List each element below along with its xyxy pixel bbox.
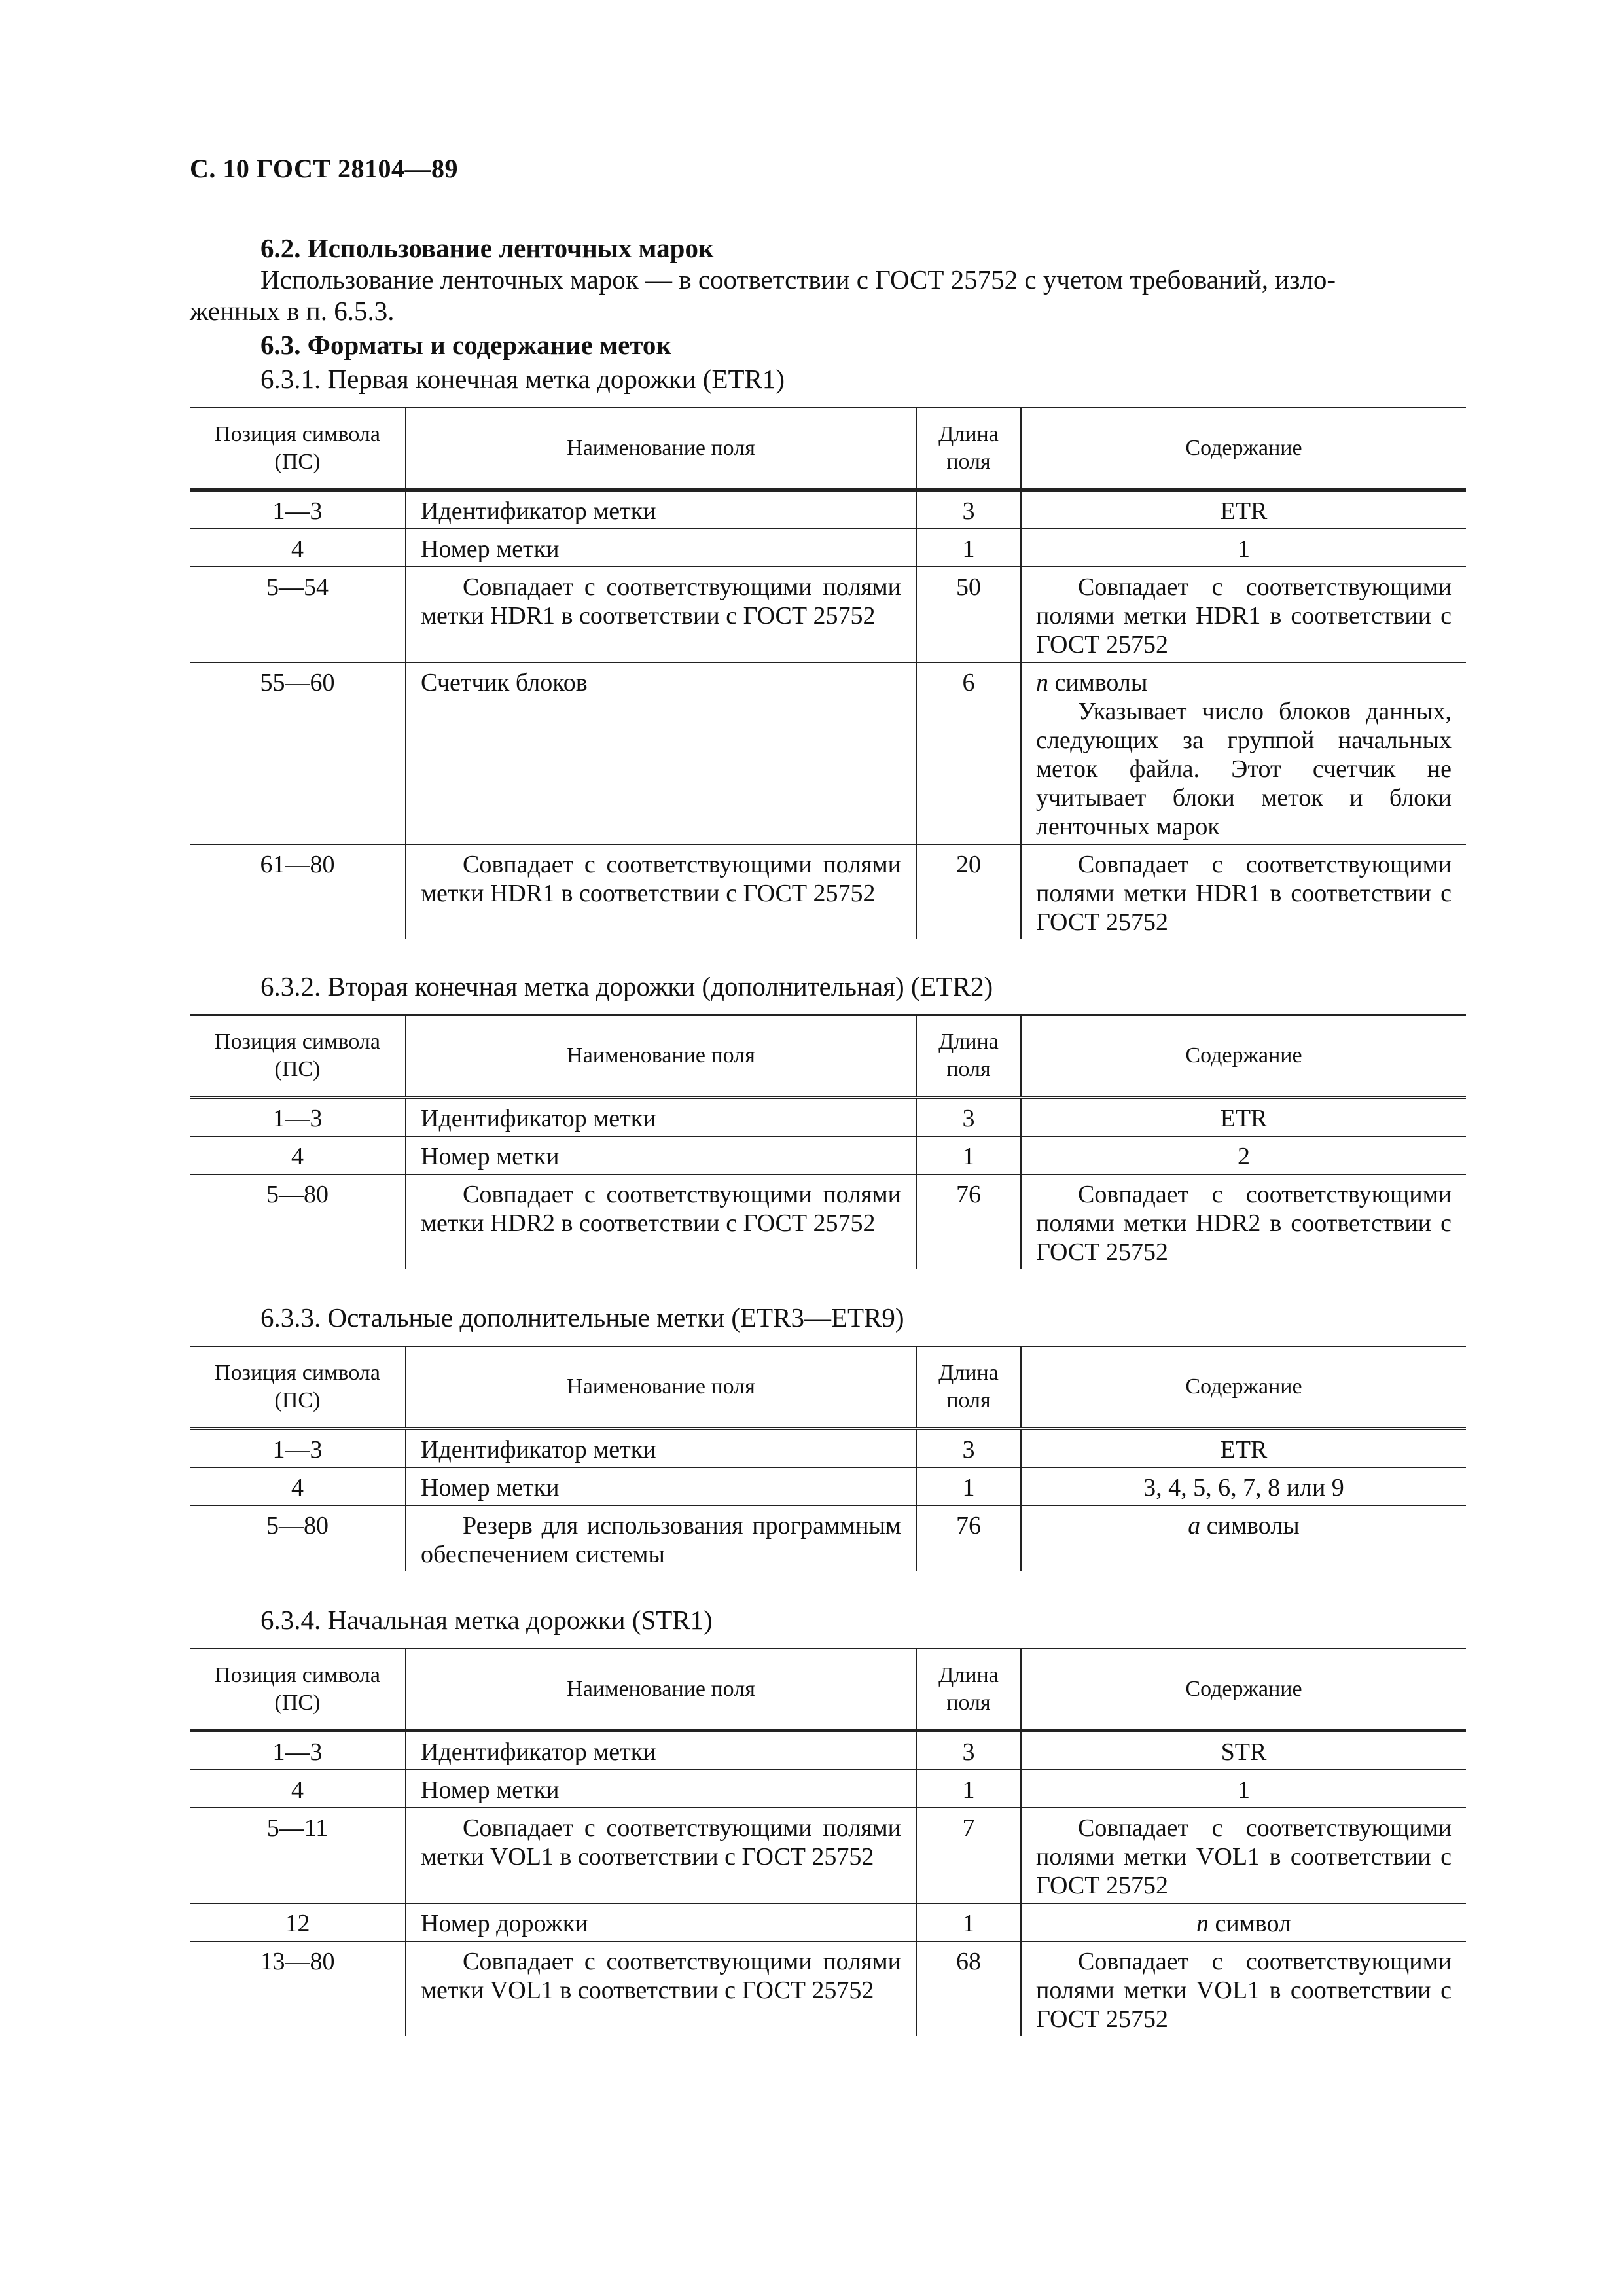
cell-len: 3 <box>916 1429 1021 1468</box>
cell-content: Совпадает с соответствующими полями метки VOL1 в соответствии с ГОСТ 25752 <box>1021 1808 1466 1903</box>
cell-name: Номер метки <box>406 1136 916 1174</box>
cell-content: Совпадает с соответствующими полями метки VOL1 в соответствии с ГОСТ 25752 <box>1021 1941 1466 2036</box>
cell-name: Счетчик блоков <box>406 662 916 844</box>
cell-name: Совпадает с соответствующими полями метки HDR1 в соответствии с ГОСТ 25752 <box>406 844 916 939</box>
content-rest: символы <box>1048 669 1148 696</box>
table-3-caption: 6.3.3. Остальные дополнительные метки (ETR3—ETR9) <box>260 1302 904 1333</box>
table-row <box>190 1467 1466 1505</box>
cell-name: Совпадает с соответствующими полями метки HDR2 в соответствии с ГОСТ 25752 <box>406 1174 916 1269</box>
table-row <box>190 567 1466 662</box>
cell-content: ETR <box>1021 490 1466 529</box>
cell-name: Номер метки <box>406 1770 916 1808</box>
col-header-pos: Позиция символа (ПС) <box>190 1015 406 1098</box>
cell-name: Идентификатор метки <box>406 1731 916 1770</box>
cell-name: Совпадает с соответствующими полями метки VOL1 в соответствии с ГОСТ 25752 <box>406 1808 916 1903</box>
cell-len: 20 <box>916 844 1021 939</box>
table-row <box>190 1770 1466 1808</box>
cell-pos: 5—80 <box>266 1181 329 1208</box>
cell-content <box>1021 1505 1466 1571</box>
table-2-caption: 6.3.2. Вторая конечная метка дорожки (дополнительная) (ETR2) <box>260 971 993 1001</box>
col-header-name: Наименование поля <box>406 1346 916 1429</box>
table-row <box>190 490 1466 529</box>
content-italic: n <box>1036 669 1048 696</box>
cell-name: Номер метки <box>406 529 916 567</box>
col-header-pos: Позиция символа (ПС) <box>190 1346 406 1429</box>
table-row <box>190 844 1466 939</box>
table-row <box>190 1731 1466 1770</box>
cell-pos: 55—60 <box>190 662 406 844</box>
col-header-content: Содержание <box>1021 1649 1466 1731</box>
cell-len: 1 <box>916 1467 1021 1505</box>
cell-len: 3 <box>916 1098 1021 1137</box>
cell-content <box>1021 1903 1466 1941</box>
table-row <box>190 1808 1466 1903</box>
cell-pos: 4 <box>190 529 406 567</box>
section-6-2-text-cont: женных в п. 6.5.3. <box>190 296 395 326</box>
cell-pos: 5—11 <box>190 1808 406 1903</box>
cell-pos: 4 <box>190 1136 406 1174</box>
content-italic: a <box>1188 1512 1201 1539</box>
cell-content: 3, 4, 5, 6, 7, 8 или 9 <box>1021 1467 1466 1505</box>
col-header-len: Длина поля <box>916 1346 1021 1429</box>
cell-len: 68 <box>916 1941 1021 2036</box>
col-header-content: Содержание <box>1021 408 1466 490</box>
cell-len: 76 <box>916 1174 1021 1269</box>
table-4-caption: 6.3.4. Начальная метка дорожки (STR1) <box>260 1605 713 1635</box>
content-italic: n <box>1196 1910 1209 1937</box>
cell-pos: 1—3 <box>190 490 406 529</box>
cell-pos: 1—3 <box>190 1429 406 1468</box>
cell-name: Номер метки <box>406 1467 916 1505</box>
cell-content: 2 <box>1021 1136 1466 1174</box>
table-row <box>190 529 1466 567</box>
cell-content: Совпадает с соответствующими полями метки HDR1 в соответствии с ГОСТ 25752 <box>1021 567 1466 662</box>
table-row <box>190 1136 1466 1174</box>
col-header-len: Длина поля <box>916 408 1021 490</box>
cell-content: 1 <box>1021 1770 1466 1808</box>
cell-content: Совпадает с соответствующими полями метки HDR2 в соответствии с ГОСТ 25752 <box>1021 1174 1466 1269</box>
table-row <box>190 1505 1466 1571</box>
cell-pos: 1—3 <box>190 1098 406 1137</box>
cell-name: Совпадает с соответствующими полями метки VOL1 в соответствии с ГОСТ 25752 <box>406 1941 916 2036</box>
cell-len: 7 <box>916 1808 1021 1903</box>
cell-len: 3 <box>916 1731 1021 1770</box>
table-row <box>190 662 1466 844</box>
table-row <box>190 1903 1466 1941</box>
table-row <box>190 1941 1466 2036</box>
cell-len: 1 <box>916 1770 1021 1808</box>
table-etr1 <box>190 407 1466 939</box>
table-str1 <box>190 1648 1466 2036</box>
cell-content <box>1021 662 1466 844</box>
table-row <box>190 1429 1466 1468</box>
table-row <box>190 1098 1466 1137</box>
cell-name: Идентификатор метки <box>406 490 916 529</box>
table-1-caption: 6.3.1. Первая конечная метка дорожки (ETR1) <box>260 364 785 394</box>
content-extra: Указывает число блоков данных, следующих за группой начальных меток файла. Этот счетчик не учитывает блоки меток и блоки ленточных марок <box>1036 698 1452 840</box>
col-header-content: Содержание <box>1021 1346 1466 1429</box>
cell-pos: 61—80 <box>260 851 335 878</box>
table-etr2 <box>190 1014 1466 1269</box>
section-6-2-title: 6.2. Использование ленточных марок <box>260 233 714 263</box>
cell-len: 1 <box>916 529 1021 567</box>
cell-name: Совпадает с соответствующими полями метки HDR1 в соответствии с ГОСТ 25752 <box>406 567 916 662</box>
cell-content: STR <box>1021 1731 1466 1770</box>
cell-content: Совпадает с соответствующими полями метки HDR1 в соответствии с ГОСТ 25752 <box>1021 844 1466 939</box>
cell-len: 3 <box>916 490 1021 529</box>
col-header-name: Наименование поля <box>406 408 916 490</box>
cell-len: 6 <box>916 662 1021 844</box>
cell-name: Резерв для использования программным обеспечением системы <box>406 1505 916 1571</box>
content-rest: символ <box>1209 1910 1291 1937</box>
cell-name: Номер дорожки <box>406 1903 916 1941</box>
cell-pos: 13—80 <box>260 1948 335 1975</box>
table-row <box>190 1174 1466 1269</box>
table-etr3-9 <box>190 1346 1466 1571</box>
col-header-name: Наименование поля <box>406 1649 916 1731</box>
cell-pos: 4 <box>190 1467 406 1505</box>
section-6-3-title: 6.3. Форматы и содержание меток <box>260 330 672 360</box>
col-header-len: Длина поля <box>916 1015 1021 1098</box>
col-header-content: Содержание <box>1021 1015 1466 1098</box>
cell-len: 1 <box>916 1136 1021 1174</box>
cell-content: 1 <box>1021 529 1466 567</box>
cell-len: 50 <box>916 567 1021 662</box>
col-header-len: Длина поля <box>916 1649 1021 1731</box>
col-header-pos: Позиция символа (ПС) <box>190 408 406 490</box>
cell-content: ETR <box>1021 1429 1466 1468</box>
col-header-pos: Позиция символа (ПС) <box>190 1649 406 1731</box>
cell-len: 76 <box>916 1505 1021 1571</box>
cell-pos: 12 <box>190 1903 406 1941</box>
cell-name: Идентификатор метки <box>406 1429 916 1468</box>
col-header-name: Наименование поля <box>406 1015 916 1098</box>
section-6-2-text: Использование ленточных марок — в соответствии с ГОСТ 25752 с учетом требований, изло- <box>260 264 1336 295</box>
page-header: С. 10 ГОСТ 28104—89 <box>190 154 459 183</box>
cell-pos: 4 <box>190 1770 406 1808</box>
cell-len: 1 <box>916 1903 1021 1941</box>
cell-content: ETR <box>1021 1098 1466 1137</box>
cell-name: Идентификатор метки <box>406 1098 916 1137</box>
content-rest: символы <box>1200 1512 1300 1539</box>
cell-pos: 5—54 <box>190 567 406 662</box>
cell-pos: 1—3 <box>190 1731 406 1770</box>
cell-pos: 5—80 <box>266 1512 329 1539</box>
